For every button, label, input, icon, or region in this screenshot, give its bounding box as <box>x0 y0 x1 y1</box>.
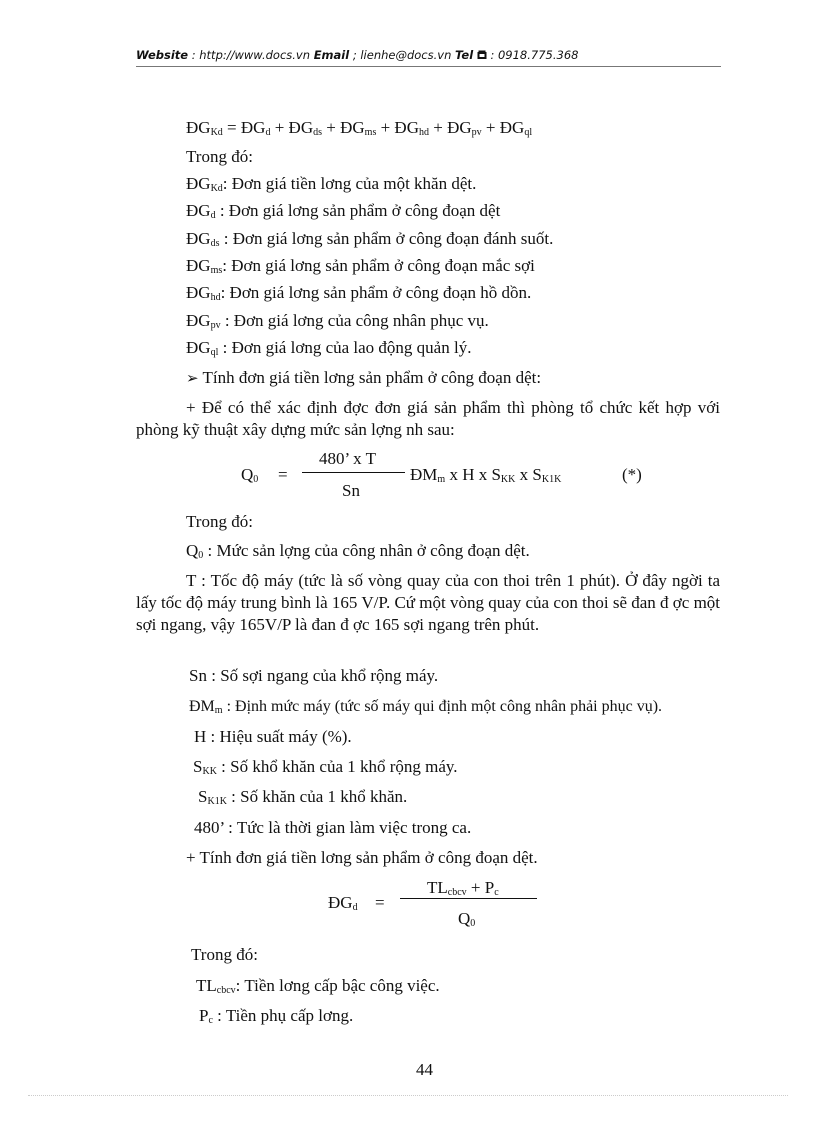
definition-line: $ĐG_{ds}$ : Đơn giá lơng sản phẩm ở công đoạn đánh suốt. <box>186 229 554 249</box>
formula-q0-denominator: Sn <box>342 481 360 500</box>
formula-dgd-numerator: $TL_{cbcv} + P_c$ <box>427 878 499 898</box>
fraction-bar <box>400 898 537 899</box>
page-header <box>136 48 720 62</box>
fraction-bar <box>302 472 405 473</box>
paragraph-t: T : Tốc độ máy (tức là số vòng quay của con thoi trên 1 phút). Ở đây ngời ta lấy tốc độ máy trung bình là 165 V/P. Cứ một vòng quay của con thoi sẽ đan đ ợc một sợi ngang, vậy 165V/P là đan đ ợc 165 sợi ngang trên phút. <box>136 571 721 634</box>
formula-dgd-lhs: $ĐG_d$ <box>328 893 358 913</box>
formula-q0-eq: = <box>278 465 288 484</box>
formula-total-unit-price: $ĐG_{Kd}$ = $ĐG_d$ + $ĐG_{ds}$ + $ĐG_{ms}$ + $ĐG_{hd}$ + $ĐG_{pv}$ + $ĐG_{ql}$ <box>186 118 533 138</box>
footer-dotted-rule <box>28 1095 788 1096</box>
tel-value: : 0918.775.368 <box>490 48 579 62</box>
formula-tag: (*) <box>622 465 642 484</box>
formula-dgd-eq: = <box>375 893 385 912</box>
tel-label: Tel <box>455 48 474 62</box>
header-rule <box>136 66 721 67</box>
definition-line: 480’ : Tức là thời gian làm việc trong ca. <box>194 818 472 837</box>
definition-line: H : Hiệu suất máy (%). <box>194 727 352 746</box>
formula-q0: $Q_0$ <box>241 465 259 485</box>
definition-line: Sn : Số sợi ngang của khổ rộng máy. <box>189 666 439 685</box>
formula-dgd-denominator: $Q_0$ <box>458 909 476 929</box>
section-plus-line: + Tính đơn giá tiền lơng sản phẩm ở công đoạn dệt. <box>186 848 538 867</box>
definition-line: $S_{KK}$ : Số khổ khăn của 1 khổ rộng máy. <box>193 757 458 777</box>
definition-line: $S_{K1K}$ : Số khăn của 1 khổ khăn. <box>198 787 408 807</box>
paragraph-intro: + Để có thể xác định đợc đơn giá sản phẩm thì phòng tổ chức kết hợp với phòng kỹ thuật xây dựng mức sản lợng nh sau: <box>136 398 720 439</box>
formula-q0-numerator: 480’ x T <box>319 449 376 468</box>
email-value: ; lienhe@docs.vn <box>349 48 456 62</box>
formula-q0-rest: $ĐM_m$ x H x $S_{KK}$ x $S_{K1K}$ <box>410 465 562 485</box>
website-value: : http://www.docs.vn <box>188 48 314 62</box>
trong-do-label-2: Trong đó: <box>186 512 253 531</box>
arrow-bullet-icon: ➢ <box>186 369 199 387</box>
definition-line: $ĐG_{Kd}$: Đơn giá tiền lơng của một khăn dệt. <box>186 174 477 194</box>
definition-line: $ĐG_{ms}$: Đơn giá lơng sản phẩm ở công đoạn mắc sợi <box>186 256 535 276</box>
definition-line: $ĐG_d$ : Đơn giá lơng sản phẩm ở công đoạn dệt <box>186 201 501 221</box>
phone-icon <box>477 48 491 62</box>
definition-line: $TL_{cbcv}$: Tiền lơng cấp bậc công việc. <box>196 976 440 996</box>
definition-line: $ĐM_m$ : Định mức máy (tức số máy qui định một công nhân phải phục vụ). <box>189 698 663 716</box>
definition-line: $ĐG_{ql}$ : Đơn giá lơng của lao động quản lý. <box>186 338 472 358</box>
page-number: 44 <box>416 1060 433 1079</box>
email-label: Email <box>313 48 350 62</box>
trong-do-label-3: Trong đó: <box>191 945 258 964</box>
definition-line: $P_c$ : Tiền phụ cấp lơng. <box>199 1006 354 1026</box>
website-label: Website <box>136 48 189 62</box>
trong-do-label-1: Trong đó: <box>186 147 253 166</box>
section-bullet: ➢ Tính đơn giá tiền lơng sản phẩm ở công đoạn dệt: <box>186 368 542 387</box>
definition-line: $ĐG_{pv}$ : Đơn giá lơng của công nhân phục vụ. <box>186 311 489 331</box>
definition-q0: $Q_0$ : Mức sản lợng của công nhân ở công đoạn dệt. <box>186 541 530 561</box>
definition-line: $ĐG_{hd}$: Đơn giá lơng sản phẩm ở công đoạn hồ dồn. <box>186 283 532 303</box>
